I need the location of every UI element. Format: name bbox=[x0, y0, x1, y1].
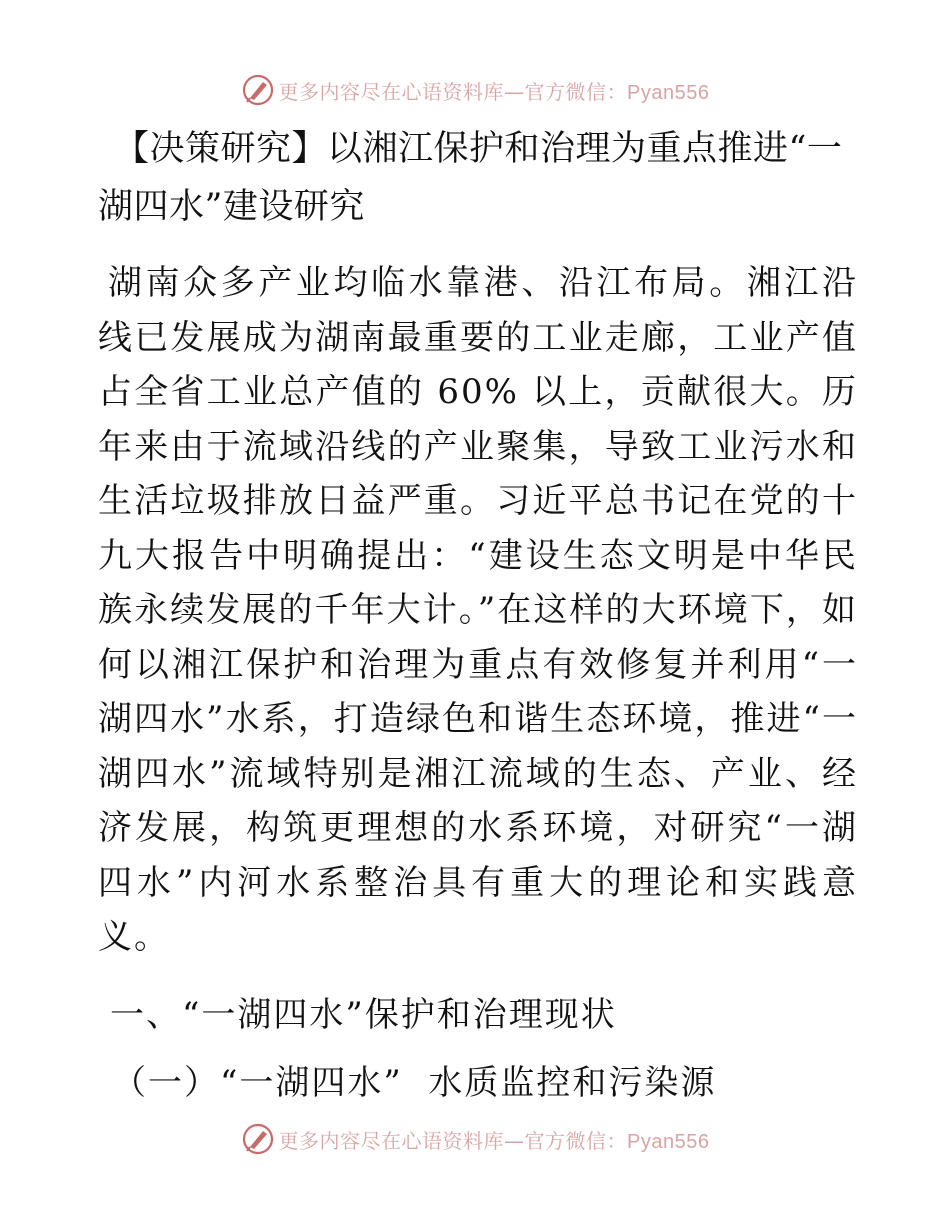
section-heading: 一、“一湖四水”保护和治理现状 bbox=[110, 994, 617, 1035]
subsection-heading: （一）“一湖四水” 水质监控和污染源 bbox=[112, 1062, 717, 1103]
body-paragraph: 湖南众多产业均临水靠港、沿江布局。湘江沿线已发展成为湖南最重要的工业走廊，工业产值占全省工业总产值的 60% 以上，贡献很大。历年来由于流域沿线的产业聚集，导致工业污水和生活垃圾排放日益严重。习近平总书记在党的十九大报告中明确提出：“建设生态文明是中华民族永续发展的千年大计。”在这样的大环境下，如何以湘江保护和治理为重点有效修复并利用“一湖四水”水系，打造绿色和谐生态环境，推进“一湖四水”流域特别是湘江流域的生态、产业、经济发展，构筑更理想的水系环境，对研究“一湖四水”内河水系整治具有重大的理论和实践意义。 bbox=[98, 263, 858, 957]
footer-watermark bbox=[0, 1117, 950, 1161]
watermark-text: 更多内容尽在心语资料库—官方微信：Pyan556 bbox=[278, 1128, 710, 1153]
header-watermark bbox=[0, 68, 950, 112]
quill-pen-logo-icon bbox=[241, 1122, 275, 1156]
document-body bbox=[98, 120, 858, 1111]
watermark-text: 更多内容尽在心语资料库—官方微信：Pyan556 bbox=[278, 79, 710, 104]
document-title: 【决策研究】以湘江保护和治理为重点推进“一湖四水”建设研究 bbox=[98, 129, 843, 227]
quill-pen-logo-icon bbox=[241, 73, 275, 107]
